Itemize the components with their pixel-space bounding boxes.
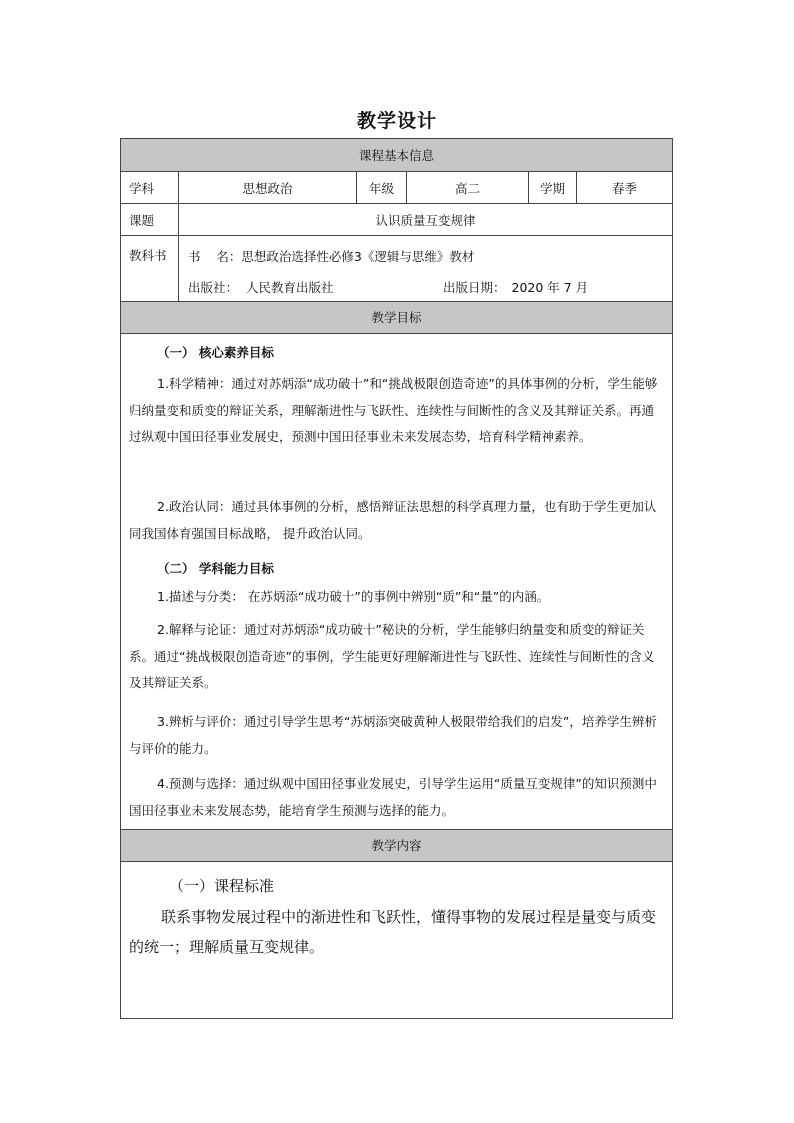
goals-body	[121, 334, 672, 830]
section2-title: （二） 学科能力目标	[157, 561, 274, 576]
subject-label: 学科	[121, 172, 179, 203]
grade-label: 年级	[357, 172, 407, 203]
topic-row	[121, 204, 672, 236]
book-name-value: 思想政治选择性必修3《逻辑与思维》教材	[241, 249, 475, 264]
publisher-value: 人民教育出版社	[246, 280, 334, 295]
ability-1: 1.描述与分类： 在苏炳添“成功破十”的事例中辨别“质”和“量”的内涵。	[157, 589, 550, 604]
goals-header	[121, 302, 672, 334]
subject-value: 思想政治	[179, 172, 357, 203]
textbook-label: 教科书	[121, 236, 179, 301]
topic-label: 课题	[121, 204, 179, 235]
goal-2: 2.政治认同：通过具体事例的分析，感悟辩证法思想的科学真理力量，也有助于学生更加认同我国体育强国目标战略， 提升政治认同。	[129, 499, 657, 541]
topic-value: 认识质量互变规律	[375, 212, 476, 228]
term-value: 春季	[611, 180, 637, 196]
lesson-plan-table	[120, 138, 673, 1019]
standard-title: （一）课程标准	[169, 877, 275, 895]
content-header-text: 教学内容	[371, 838, 422, 853]
book-name-line	[188, 247, 474, 265]
standard-text: 联系事物发展过程中的渐进性和飞跃性，懂得事物的发展过程是量变与质变的统一；理解质量互变规律。	[129, 908, 657, 956]
subject-row	[121, 172, 672, 204]
grade-value: 高二	[407, 172, 529, 203]
content-header	[121, 830, 672, 862]
ability-3: 3.辨析与评价：通过引导学生思考“苏炳添突破黄种人极限带给我们的启发”，培养学生辨析与评价的能力。	[129, 714, 657, 756]
textbook-row	[121, 236, 672, 302]
book-name-label: 书 名：	[188, 249, 242, 264]
basic-info-header	[121, 139, 672, 172]
page-title: 教学设计	[356, 110, 437, 132]
goal-1: 1.科学精神：通过对苏炳添“成功破十”和“挑战极限创造奇迹”的具体事例的分析，学生能够归纳量变和质变的辩证关系，理解渐进性与飞跃性、连续性与间断性的含义及其辩证关系。再通过纵观中国田径事业发展史，预测中国田径事业未来发展态势，培育科学精神素养。	[129, 376, 658, 444]
ability-2: 2.解释与论证：通过对苏炳添“成功破十”秘诀的分析，学生能够归纳量变和质变的辩证关系。通过“挑战极限创造奇迹”的事例，学生能更好理解渐进性与飞跃性、连续性与间断性的含义及其辩证关系。	[129, 622, 655, 690]
basic-info-header-text: 课程基本信息	[358, 148, 434, 163]
pub-date-line	[443, 278, 588, 296]
term-label: 学期	[529, 172, 577, 203]
goals-header-text: 教学目标	[371, 310, 422, 325]
publisher-label: 出版社：	[188, 280, 239, 295]
section1-title: （一） 核心素养目标	[157, 345, 274, 360]
pub-date-label: 出版日期：	[443, 280, 506, 295]
publisher-line	[188, 278, 334, 296]
pub-date-value: 2020 年 7 月	[511, 280, 589, 295]
content-body	[121, 862, 672, 1018]
ability-4: 4.预测与选择：通过纵观中国田径事业发展史，引导学生运用“质量互变规律”的知识预测中国田径事业未来发展态势，能培育学生预测与选择的能力。	[129, 776, 657, 818]
